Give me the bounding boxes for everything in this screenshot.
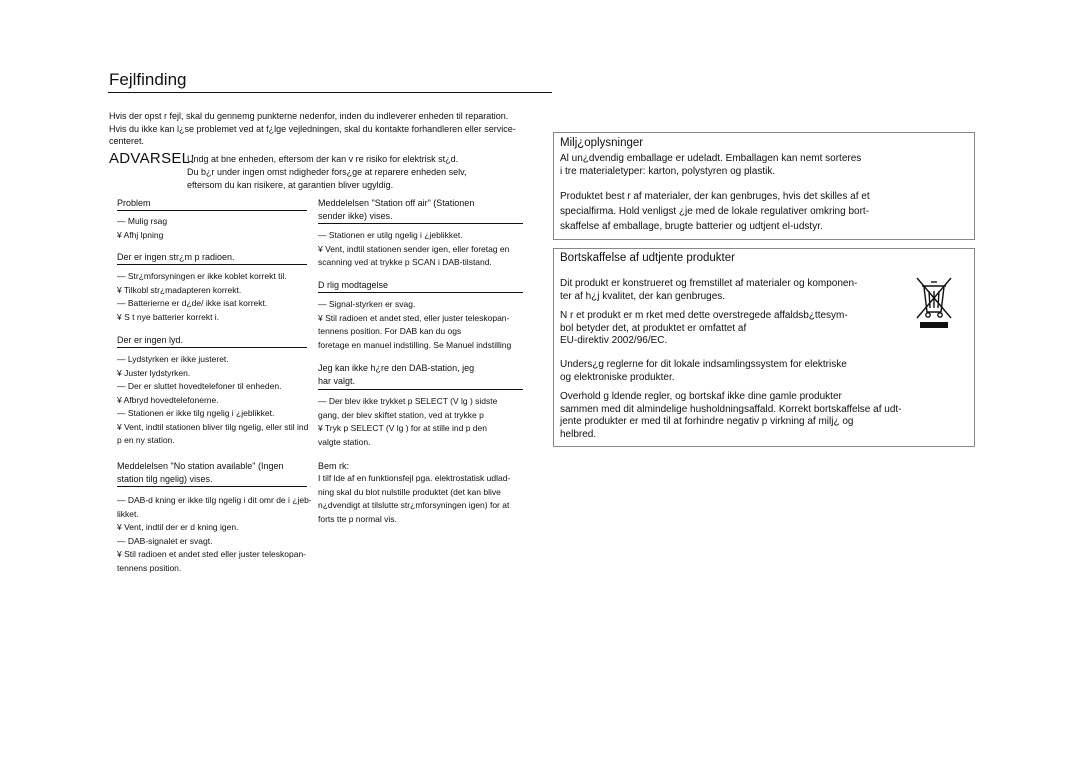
heading-line: Jeg kan ikke h¿re den DAB-station, jeg xyxy=(318,363,475,373)
text-line: tennens position. For DAB kan du ogs xyxy=(318,326,462,336)
disposal-title: Bortskaffelse af udtjente produkter xyxy=(560,252,735,264)
text-line: — DAB-d kning er ikke tilg ngelig i dit omr de i ¿jeb- xyxy=(117,495,312,505)
text-line: ¥ Juster lydstyrken. xyxy=(117,367,191,378)
disposal-paragraph-3 xyxy=(560,359,847,384)
legend-lines xyxy=(117,215,167,242)
heading-line: Der er ingen str¿m p radioen. xyxy=(117,252,235,262)
disposal-box xyxy=(553,248,975,447)
heading-line: station tilg ngelig) vises. xyxy=(117,473,213,484)
crossed-out-wheelie-bin-icon xyxy=(914,274,954,330)
text-line: ¥ Stil radioen et andet sted, eller juster teleskopan- xyxy=(318,312,510,323)
text-line: Al un¿dvendig emballage er udeladt. Emballagen kan nemt sorteres xyxy=(560,153,862,164)
text-line: ¥ Afbryd hovedtelefonerne. xyxy=(117,394,219,405)
environment-paragraph-2 xyxy=(560,189,870,234)
text-line: n¿dvendigt at tilslutte str¿mforsyningen igen) for at xyxy=(318,500,510,510)
section-heading xyxy=(318,197,474,222)
text-line: sammen med dit almindelige husholdningsaffald. Korrekt bortskaffelse af udt- xyxy=(560,403,902,415)
text-line: ¥ Vent, indtil der er d kning igen. xyxy=(117,522,239,532)
text-line: — Stationen er utilg ngelig i ¿jeblikket. xyxy=(318,230,463,240)
text-line: bol betyder det, at produktet er omfattet af xyxy=(560,322,747,334)
text-line: helbred. xyxy=(560,428,597,440)
text-line: — Batterierne er d¿de/ ikke isat korrekt. xyxy=(117,298,268,308)
text-line: Overhold g ldende regler, og bortskaf ikke dine gamle produkter xyxy=(560,391,842,402)
section-heading xyxy=(117,460,284,485)
text-line: N r et produkt er m rket med dette overstregede affaldsb¿ttesym- xyxy=(560,310,848,321)
text-line: tennens position. xyxy=(117,562,182,573)
warning-line: Du b¿r under ingen omst ndigheder fors¿ge at reparere enheden selv, xyxy=(187,167,467,177)
text-line: gang, der blev skiftet station, ved at trykke p xyxy=(318,409,484,420)
heading-line: D rlig modtagelse xyxy=(318,280,389,290)
text-line: ¥ Stil radioen et andet sted eller juster teleskopan- xyxy=(117,549,307,559)
heading-line: sender ikke) vises. xyxy=(318,210,393,221)
problem-label: Problem xyxy=(117,198,151,208)
legend-line: — Mulig rsag xyxy=(117,216,168,226)
text-line: — Der blev ikke trykket p SELECT (V lg ) sidste xyxy=(318,396,498,406)
intro-line: centeret. xyxy=(109,136,145,146)
heading-line: har valgt. xyxy=(318,375,356,386)
section-lines xyxy=(117,353,308,448)
section-rule xyxy=(117,486,307,487)
text-line: — Stationen er ikke tilg ngelig i ¿jeblikket. xyxy=(117,408,275,418)
text-line: ter af h¿j kvalitet, der kan genbruges. xyxy=(560,290,726,302)
text-line: ¥ Vent, indtil stationen sender igen, eller foretag en xyxy=(318,243,510,254)
text-line: — Der er sluttet hovedtelefoner til enheden. xyxy=(117,381,282,391)
heading-line: Meddelelsen "No station available" (Ingen xyxy=(117,461,284,471)
note-lines xyxy=(318,472,510,526)
warning-text xyxy=(187,153,517,192)
environment-paragraph-1 xyxy=(560,153,861,178)
heading-line: Der er ingen lyd. xyxy=(117,335,184,345)
intro-line: Hvis der opst r fejl, skal du gennemg punkterne nedenfor, inden du indleverer enheden til reparation. xyxy=(109,111,509,121)
text-line: ning skal du blot nulstille produktet (det kan blive xyxy=(318,486,501,497)
section-rule xyxy=(318,389,523,390)
warning-line: Undg at bne enheden, eftersom der kan v re risiko for elektrisk st¿d. xyxy=(187,154,459,164)
disposal-paragraph-2 xyxy=(560,310,848,348)
text-line: ¥ Tryk p SELECT (V lg ) for at stille ind p den xyxy=(318,423,487,433)
text-line: — Str¿mforsyningen er ikke koblet korrekt til. xyxy=(117,271,287,281)
text-line: specialfirma. Hold venligst ¿je med de lokale regulativer omkring bort- xyxy=(560,206,870,217)
section-lines xyxy=(318,229,509,270)
text-line: likket. xyxy=(117,508,139,519)
text-line: forts tte p normal vis. xyxy=(318,513,397,524)
intro-text xyxy=(109,110,569,148)
text-line: — Signal-styrken er svag. xyxy=(318,299,416,309)
section-lines xyxy=(117,494,312,575)
section-lines xyxy=(318,298,511,352)
warning-line: eftersom du kan risikere, at garantien bliver ugyldig. xyxy=(187,180,394,190)
disposal-paragraph-1 xyxy=(560,278,857,303)
environment-box xyxy=(553,132,975,240)
text-line: ¥ S t nye batterier korrekt i. xyxy=(117,311,220,322)
text-line: og elektroniske produkter. xyxy=(560,371,675,383)
section-heading xyxy=(318,362,474,387)
text-line: I tilf lde af en funktionsfejl pga. elektrostatisk udlad- xyxy=(318,473,511,483)
note-title: Bem rk: xyxy=(318,461,350,471)
text-line: ¥ Vent, indtil stationen bliver tilg ngelig, eller stil ind xyxy=(117,421,309,432)
text-line: i tre materialetyper: karton, polystyren og plastik. xyxy=(560,165,776,177)
text-line: valgte station. xyxy=(318,436,371,447)
text-line: jente produkter er med til at forhindre negativ p virkning af milj¿ og xyxy=(560,416,854,427)
text-line: ¥ Tilkobl str¿madapteren korrekt. xyxy=(117,284,242,295)
section-heading xyxy=(318,279,388,292)
section-heading xyxy=(117,251,235,264)
section-rule xyxy=(117,264,307,265)
intro-line: Hvis du ikke kan l¿se problemet ved at f¿lge vejledningen, skal du kontakte forhandleren eller service- xyxy=(109,123,516,134)
section-rule xyxy=(318,223,523,224)
text-line: p en ny station. xyxy=(117,435,175,445)
section-lines xyxy=(318,395,497,449)
warning-label: ADVARSEL: xyxy=(109,150,195,167)
text-line: skaffelse af emballage, brugte batterier og udtjent el-udstyr. xyxy=(560,221,823,232)
text-line: Unders¿g reglerne for dit lokale indsamlingssystem for elektriske xyxy=(560,359,847,370)
section-rule xyxy=(318,292,523,293)
page-title: Fejlfinding xyxy=(109,70,187,89)
text-line: — DAB-signalet er svagt. xyxy=(117,535,213,546)
text-line: — Lydstyrken er ikke justeret. xyxy=(117,354,229,364)
section-lines xyxy=(117,270,287,324)
text-line: foretage en manuel indstilling. Se Manuel indstilling xyxy=(318,339,512,350)
section-rule xyxy=(117,210,307,211)
environment-title: Milj¿oplysninger xyxy=(560,137,644,149)
legend-line: ¥ Afhj lpning xyxy=(117,229,164,240)
text-line: EU-direktiv 2002/96/EC. xyxy=(560,335,668,346)
title-rule xyxy=(108,92,552,93)
heading-line: Meddelelsen "Station off air" (Stationen xyxy=(318,198,475,208)
text-line: Produktet best r af materialer, der kan genbruges, hvis det skilles af et xyxy=(560,191,870,202)
disposal-paragraph-4 xyxy=(560,391,901,441)
section-heading xyxy=(117,334,183,347)
text-line: Dit produkt er konstrueret og fremstillet af materialer og komponen- xyxy=(560,278,858,289)
section-rule xyxy=(117,347,307,348)
text-line: scanning ved at trykke p SCAN i DAB-tilstand. xyxy=(318,257,492,267)
